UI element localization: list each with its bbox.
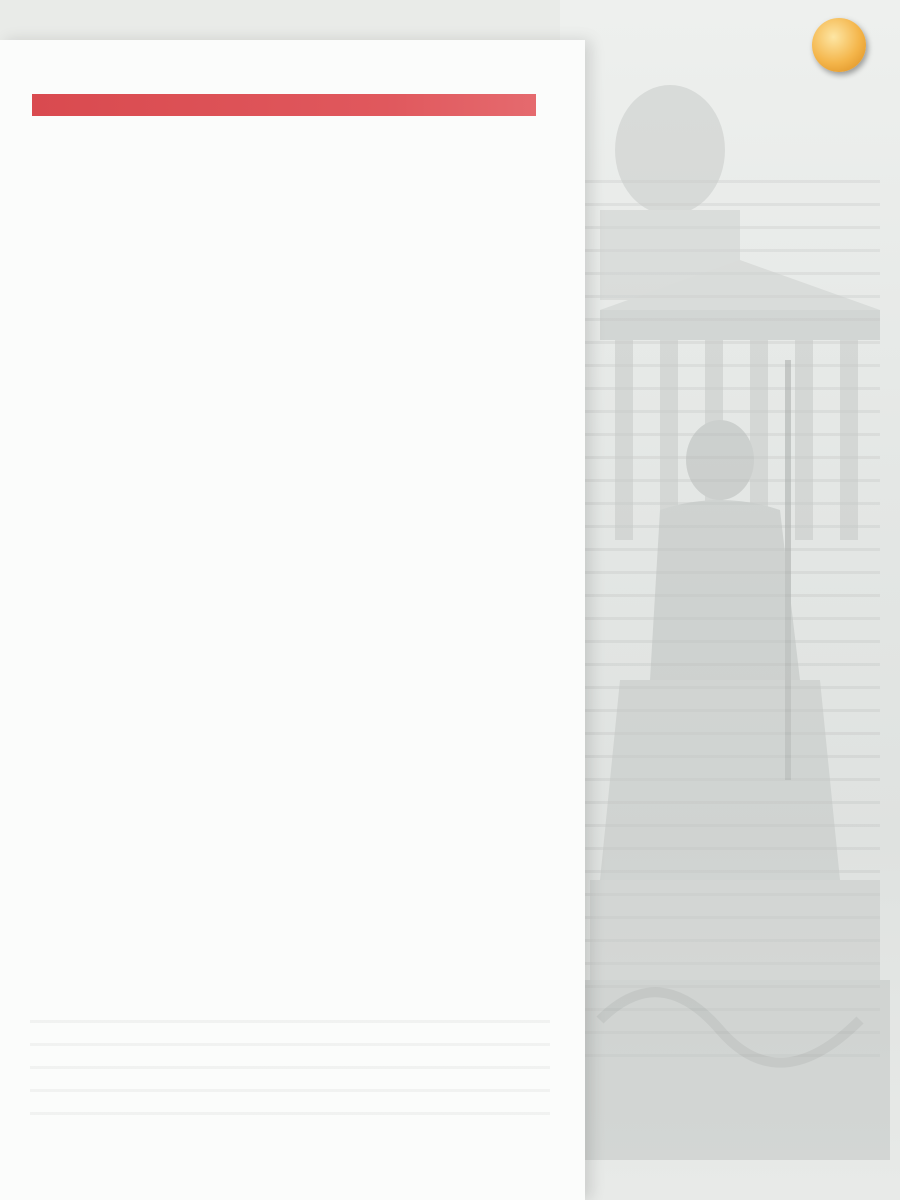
section-header-ancient-rome — [32, 94, 536, 116]
table-of-contents — [32, 82, 536, 124]
page-number-badge — [812, 18, 866, 72]
faded-bottom-text — [30, 1000, 550, 1120]
statue-illustration — [560, 60, 900, 1160]
